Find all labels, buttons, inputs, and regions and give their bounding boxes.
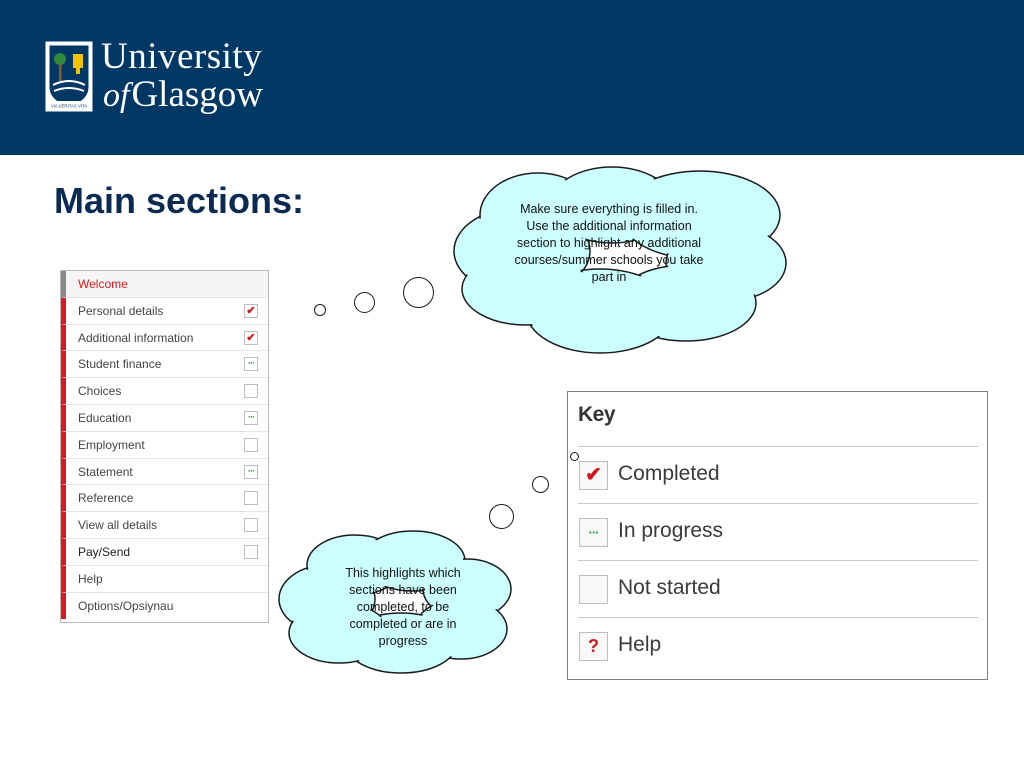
in-progress-dots-icon: ··· (579, 518, 608, 547)
key-row-completed (578, 446, 978, 503)
wordmark-line2 (103, 76, 263, 113)
in-progress-dots-icon: ··· (244, 465, 258, 479)
completed-check-icon: ✔ (244, 304, 258, 318)
key-label: Not started (618, 576, 721, 599)
not-started-box-icon (579, 575, 608, 604)
not-started-box-icon (244, 545, 258, 559)
nav-item-label: Statement (78, 464, 133, 479)
nav-item-additional-information[interactable] (61, 325, 268, 352)
university-crest-icon (45, 41, 93, 112)
section-nav (60, 270, 269, 623)
nav-item-choices[interactable] (61, 378, 268, 405)
not-started-box-icon (244, 491, 258, 505)
in-progress-dots-icon: ··· (244, 411, 258, 425)
university-header (0, 0, 1024, 155)
nav-item-statement[interactable] (61, 459, 268, 486)
completed-check-icon: ✔ (244, 331, 258, 345)
key-row-in-progress (578, 503, 978, 560)
crest-motto: VIA VERITAS VITA (50, 103, 88, 109)
key-label: Help (618, 633, 662, 656)
nav-item-label: Employment (78, 437, 145, 452)
wordmark-glasgow: Glasgow (131, 74, 263, 115)
completed-check-icon: ✔ (579, 461, 608, 490)
nav-item-label: Personal details (78, 303, 164, 318)
key-row-not-started (578, 560, 978, 617)
nav-item-pay-send[interactable] (61, 539, 268, 566)
key-label: In progress (618, 519, 724, 542)
nav-item-help[interactable] (61, 566, 268, 593)
not-started-box-icon (244, 518, 258, 532)
thought-bubble-dot (403, 277, 434, 308)
not-started-box-icon (244, 384, 258, 398)
key-row-help (578, 617, 978, 674)
nav-item-options[interactable] (61, 593, 268, 620)
nav-item-student-finance[interactable] (61, 351, 268, 378)
thought-bubble-dot (532, 476, 549, 493)
callout-top-text: Make sure everything is filled in. Use the additional information section to highlight any additional courses/summer schools you take part in (514, 202, 704, 284)
thought-bubble-dot (570, 452, 579, 461)
nav-item-label: Pay/Send (78, 544, 131, 559)
thought-bubble-dot (314, 304, 326, 316)
key-title: Key (578, 403, 616, 426)
university-wordmark (101, 38, 263, 113)
key-label: Completed (618, 462, 720, 485)
nav-item-employment[interactable] (61, 432, 268, 459)
not-started-box-icon (244, 438, 258, 452)
wordmark-line1: University (101, 36, 263, 77)
nav-item-label: View all details (78, 518, 158, 533)
nav-item-label: Additional information (78, 330, 194, 345)
nav-item-label: Options/Opsiynau (78, 598, 174, 613)
in-progress-dots-icon: ··· (244, 357, 258, 371)
nav-item-label: Welcome (78, 277, 128, 291)
nav-item-label: Education (78, 410, 132, 425)
nav-item-personal-details[interactable] (61, 298, 268, 325)
nav-item-view-all-details[interactable] (61, 512, 268, 539)
nav-item-reference[interactable] (61, 485, 268, 512)
nav-item-education[interactable] (61, 405, 268, 432)
wordmark-of: of (103, 77, 130, 114)
status-key (567, 391, 988, 680)
nav-item-label: Student finance (78, 357, 162, 372)
nav-item-label: Choices (78, 384, 122, 399)
nav-item-welcome[interactable] (61, 271, 268, 298)
nav-item-label: Reference (78, 491, 134, 506)
slide-title: Main sections: (54, 180, 305, 221)
thought-bubble-dot (354, 292, 375, 313)
thought-bubble-dot (489, 504, 514, 529)
nav-item-label: Help (78, 571, 103, 586)
help-question-icon: ? (579, 632, 608, 661)
callout-bottom-text: This highlights which sections have been completed, to be completed or are in progress (345, 566, 461, 648)
